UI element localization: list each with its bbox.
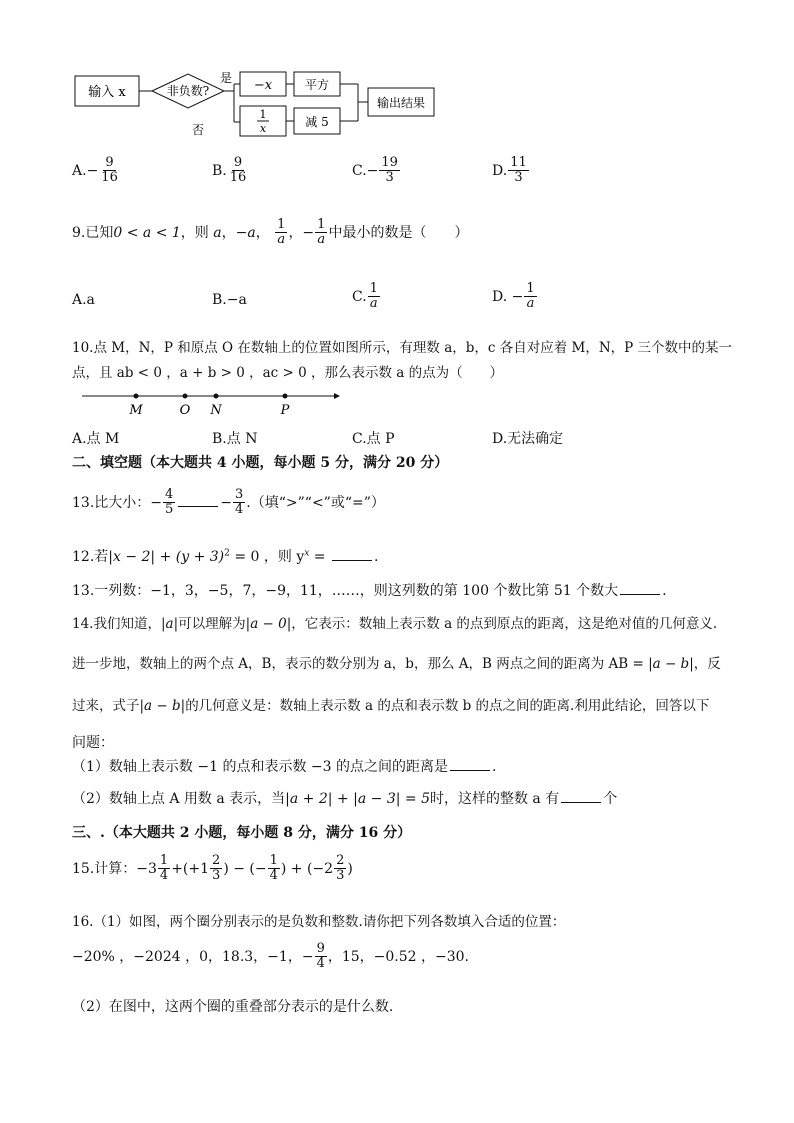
q14-line4: 问题： xyxy=(72,735,114,751)
axis-label-o: O xyxy=(179,403,191,418)
q13-stem: 13.一列数：−1，3，−5，7，−9，11，……，则这列数的第 100 个数比第 51 个数大 . xyxy=(72,583,667,599)
q16-numbers: −20% ，−2024 ，0，18.3，−1，− $\frac{9}{4}$ ，15，−0.52 ，−30. xyxy=(72,941,470,972)
flowchart-diagram xyxy=(70,62,450,142)
axis-label-m: M xyxy=(129,403,143,418)
q10-option-a: A.点 M xyxy=(72,431,120,447)
q11-compare: 13.比大小：− $\frac{4}{5}$ − $\frac{3}{4}$ .（填“>”“<”或“=”） xyxy=(72,487,385,518)
axis-label-n: N xyxy=(210,403,222,418)
q9-option-b: B.−a xyxy=(212,292,247,308)
q9-option-d: D. − $\frac{1}{a}$ xyxy=(492,281,535,312)
q9-option-c: C. $\frac{1}{a}$ xyxy=(352,281,378,312)
flow-square-label: 平方 xyxy=(304,78,330,92)
q8-option-d: D. $\frac{11}{3}$ xyxy=(492,155,527,186)
q16-sub2: （2）在图中，这两个圈的重叠部分表示的是什么数. xyxy=(72,999,394,1015)
q8-option-b: B. $\frac{9}{16}$ xyxy=(212,155,247,186)
q10-number-line xyxy=(80,388,340,418)
flow-minus5-label: 减 5 xyxy=(305,115,329,129)
q14-sub2: （2）数轴上点 A 用数 a 表示，当|a + 2| + |a − 3| = 5时，这样的整数 a 有 个 xyxy=(72,791,618,807)
section2-title: 二、填空题（本大题共 4 小题，每小题 5 分，满分 20 分） xyxy=(72,455,449,471)
q14-line1: 14.我们知道，|a|可以理解为|a − 0|，它表示：数轴上表示数 a 的点到原点的距离，这是绝对值的几何意义. xyxy=(72,616,718,632)
flow-decision-label: 非负数? xyxy=(166,84,210,98)
q10-line1: 10.点 M，N，P 和原点 O 在数轴上的位置如图所示，有理数 a，b，c 各自对应着 M，N，P 三个数中的某一 xyxy=(72,340,733,356)
q14-line2: 进一步地，数轴上的两个点 A，B，表示的数分别为 a，b，那么 A，B 两点之间的距离为 AB = |a − b|，反 xyxy=(72,656,721,672)
flow-input-label: 输入 x xyxy=(88,85,126,100)
q9-stem: 9.已知0 < a < 1，则 a，−a， $\frac{1}{a}$ ，− $\frac{1}{a}$ 中最小的数是（ ） xyxy=(72,217,469,248)
flow-yes-label: 是 xyxy=(220,71,233,85)
flow-recip-den: x xyxy=(259,122,267,135)
axis-label-p: P xyxy=(280,403,290,418)
q12-stem: 12.若$|x - 2| + (y + 3)^2 = 0$ ，则 $y^x$ = . xyxy=(72,548,379,565)
q10-option-b: B.点 N xyxy=(212,431,258,447)
flow-no-label: 否 xyxy=(192,123,205,137)
q16-line1: 16.（1）如图，两个圈分别表示的是负数和整数.请你把下列各数填入合适的位置： xyxy=(72,914,566,930)
q9-option-a: A.a xyxy=(72,292,95,308)
q8-option-a: A.− $\frac{9}{16}$ xyxy=(72,155,118,186)
flow-output-label: 输出结果 xyxy=(376,96,426,110)
q8-option-c: C.− $\frac{19}{3}$ xyxy=(352,155,398,186)
section3-title: 三、.（本大题共 2 小题，每小题 8 分，满分 16 分） xyxy=(72,825,412,841)
q14-line3: 过来，式子|a − b|的几何意义是：数轴上表示数 a 的点和表示数 b 的点之间的距离.利用此结论，回答以下 xyxy=(72,698,710,714)
q15-expression: 15.计算：−3 $\frac{1}{4}$ +(+1 $\frac{2}{3}$ ) − (− $\frac{1}{4}$ ) + (−2 $\frac{2}{3}$ ) xyxy=(72,853,353,884)
flow-neg-label: −x xyxy=(253,78,273,93)
q10-line2: 点，且 ab < 0 ，a + b > 0 ，ac > 0 ，那么表示数 a 的点为（ ） xyxy=(72,365,504,381)
q14-sub1: （1）数轴上表示数 −1 的点和表示数 −3 的点之间的距离是 . xyxy=(72,759,497,775)
flow-recip-num: 1 xyxy=(259,108,267,121)
q10-option-c: C.点 P xyxy=(352,431,395,447)
q10-option-d: D.无法确定 xyxy=(492,431,564,447)
